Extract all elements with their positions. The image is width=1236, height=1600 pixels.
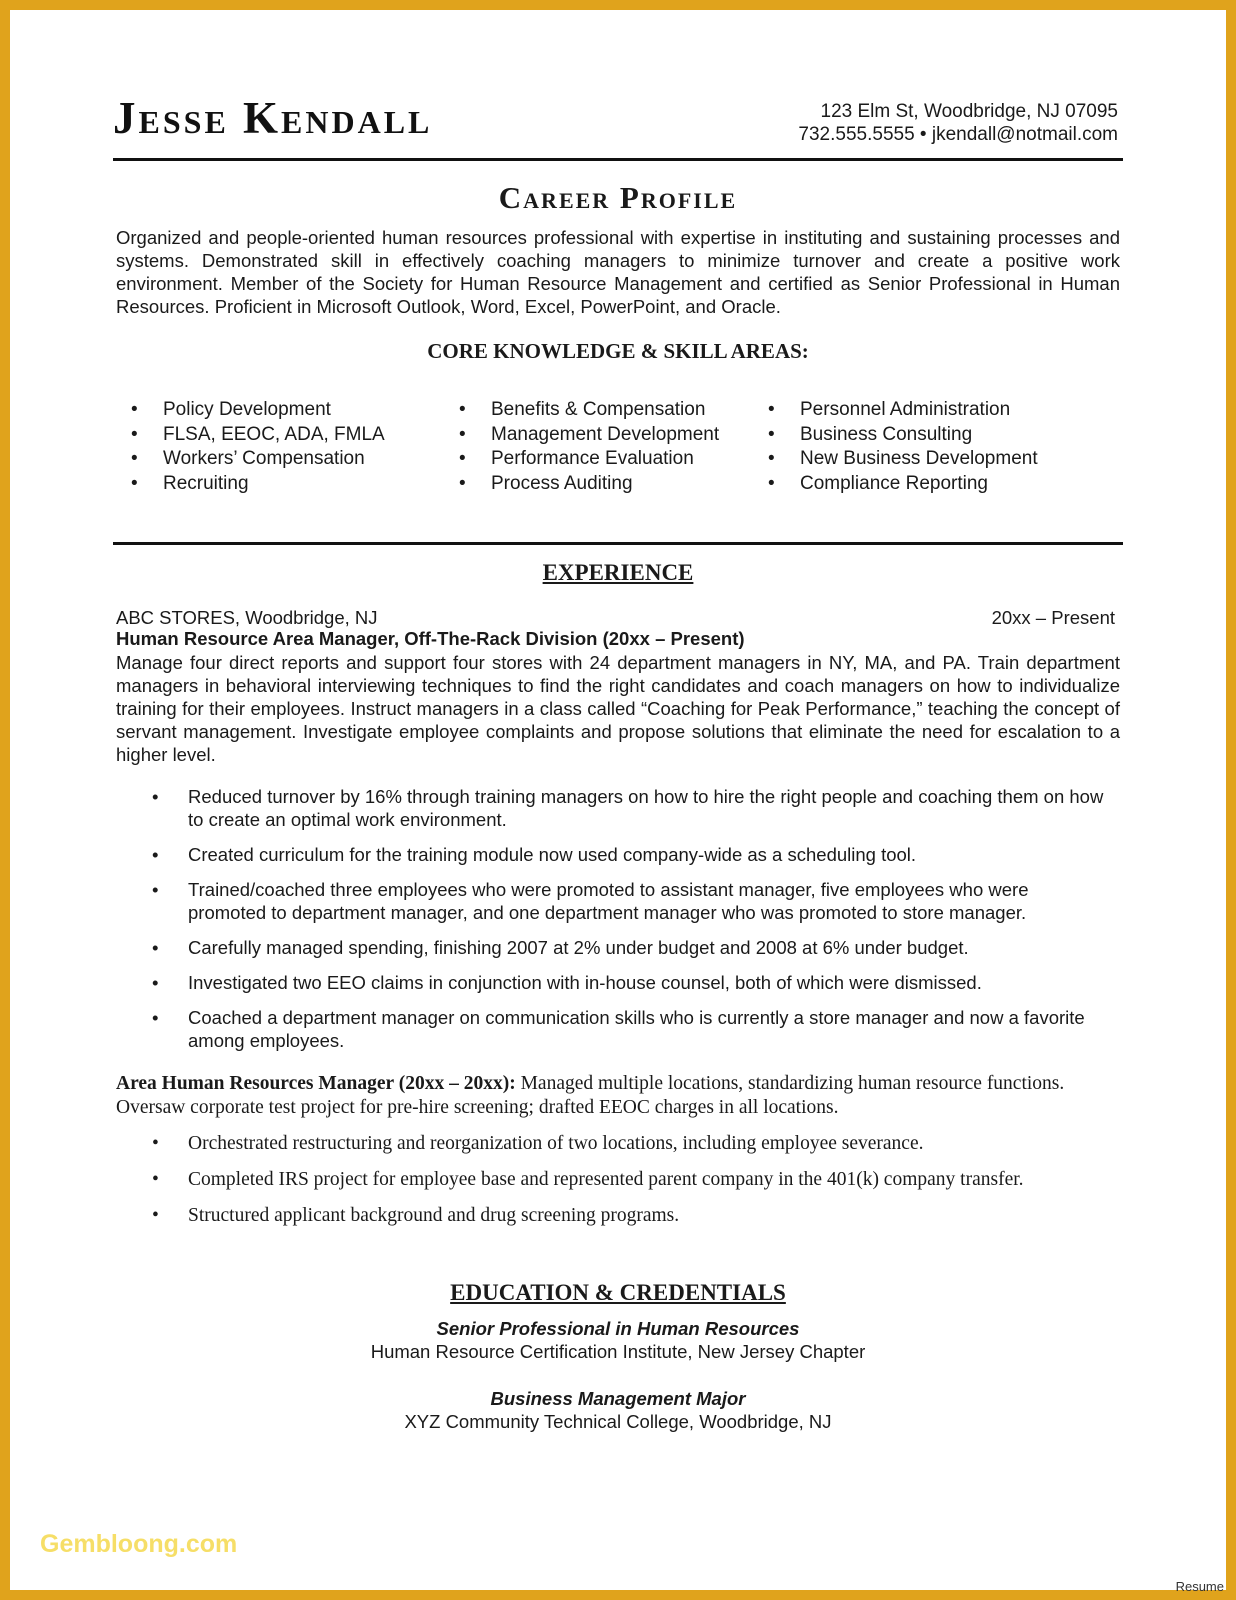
skill-item: • Process Auditing bbox=[491, 472, 719, 497]
skills-column-2 bbox=[459, 398, 720, 496]
bullet-icon: • bbox=[768, 472, 775, 494]
credential-title: Business Management Major bbox=[490, 1388, 746, 1409]
skill-item: • Personnel Administration bbox=[800, 398, 1038, 423]
credential-org: Human Resource Certification Institute, New Jersey Chapter bbox=[370, 1341, 866, 1362]
bullet-icon: • bbox=[459, 448, 466, 469]
skill-item: • Compliance Reporting bbox=[800, 472, 1038, 497]
role2-title: Area Human Resources Manager (20xx – 20xx): bbox=[116, 1073, 516, 1094]
experience-heading: EXPERIENCE bbox=[542, 560, 694, 585]
bullet-icon: • bbox=[131, 399, 138, 420]
bullet-icon: • bbox=[131, 423, 138, 445]
role-summary: Manage four direct reports and support four stores with 24 department managers in NY, MA, and PA. Train department managers in behavioral interviewing techniques to find the right candidates and coach managers on how to individualize training for their employees. Instruct managers in a class called “Coaching for Peak Performance,” teaching the concept of servant management. Investigate employee complaints and propose solutions that eliminate the need for escalation to a higher level. bbox=[116, 652, 1120, 765]
corner-tag: Resume bbox=[1175, 1579, 1224, 1594]
education-item bbox=[0, 1317, 1236, 1363]
bullet-icon: • bbox=[152, 879, 159, 900]
bullet-icon: • bbox=[152, 1169, 159, 1190]
list-item: • Investigated two EEO claims in conjunction with in-house counsel, both of which were dismissed. bbox=[152, 972, 982, 993]
bullet-icon: • bbox=[459, 399, 466, 420]
education-heading: EDUCATION & CREDENTIALS bbox=[450, 1280, 786, 1305]
bullet-icon: • bbox=[152, 937, 159, 958]
phone-email-line: 732.555.5555 • jkendall@notmail.com bbox=[798, 124, 1118, 145]
bullet-icon: • bbox=[768, 399, 775, 420]
contact-block bbox=[698, 100, 1118, 146]
bullet-icon: • bbox=[768, 448, 775, 469]
education-item bbox=[0, 1387, 1236, 1433]
skills-column-1 bbox=[131, 398, 385, 496]
skill-item: • Policy Development bbox=[163, 398, 385, 423]
role2-summary bbox=[116, 1072, 1120, 1120]
list-item: • Created curriculum for the training module now used company-wide as a scheduling tool. bbox=[152, 844, 917, 865]
skill-item: • Business Consulting bbox=[800, 423, 1038, 448]
career-profile-text: Organized and people-oriented human resources professional with expertise in instituting and sustaining processes and systems. Demonstrated skill in effectively coaching managers to minimize turnover and create a positive work environment. Member of the Society for Human Resource Management and certified as Senior Professional in Human Resources. Proficient in Microsoft Outlook, Word, Excel, PowerPoint, and Oracle. bbox=[116, 227, 1120, 317]
role2-text: Managed multiple locations, standardizing human resource functions. Oversaw corporate test project for pre-hire screening; drafted EEOC charges in all locations. bbox=[116, 1073, 1065, 1118]
list-item: • Orchestrated restructuring and reorganization of two locations, including employee severance. bbox=[152, 1133, 924, 1154]
list-item: • Coached a department manager on communication skills who is currently a store manager and now a favorite among employees. bbox=[152, 1007, 1085, 1051]
header-divider bbox=[113, 158, 1123, 161]
skill-item: • FLSA, EEOC, ADA, FMLA bbox=[163, 423, 385, 448]
credential-org: XYZ Community Technical College, Woodbridge, NJ bbox=[404, 1411, 832, 1432]
bullet-icon: • bbox=[152, 786, 159, 807]
bullet-icon: • bbox=[459, 472, 466, 494]
employer-dates: 20xx – Present bbox=[991, 607, 1115, 628]
skill-item: • Benefits & Compensation bbox=[491, 398, 719, 423]
career-profile-heading: Career Profile bbox=[498, 180, 738, 215]
list-item: • Trained/coached three employees who were promoted to assistant manager, five employees who were promoted to department manager, and one department manager who was promoted to store manager. bbox=[152, 879, 1029, 923]
skills-column-3 bbox=[768, 398, 1038, 496]
credential-title: Senior Professional in Human Resources bbox=[436, 1318, 800, 1339]
bullet-icon: • bbox=[768, 423, 775, 445]
bullet-icon: • bbox=[152, 844, 159, 865]
list-item: • Carefully managed spending, finishing 2007 at 2% under budget and 2008 at 6% under budget. bbox=[152, 937, 969, 958]
skill-item: • Performance Evaluation bbox=[491, 447, 719, 472]
bullet-icon: • bbox=[131, 448, 138, 469]
role-title: Human Resource Area Manager, Off-The-Rack Division (20xx – Present) bbox=[116, 628, 745, 649]
address-line: 123 Elm St, Woodbridge, NJ 07095 bbox=[820, 101, 1118, 122]
bullet-icon: • bbox=[152, 1133, 159, 1154]
bullet-icon: • bbox=[131, 472, 138, 494]
section-divider bbox=[113, 542, 1123, 545]
list-item: • Completed IRS project for employee base and represented parent company in the 401(k) company transfer. bbox=[152, 1169, 1024, 1190]
list-item: • Reduced turnover by 16% through training managers on how to hire the right people and coaching them on how to create an optimal work environment. bbox=[152, 786, 1104, 830]
skill-item: • Workers’ Compensation bbox=[163, 447, 385, 472]
skill-item: • New Business Development bbox=[800, 447, 1038, 472]
skill-item: • Recruiting bbox=[163, 472, 385, 497]
candidate-name: Jesse Kendall bbox=[113, 93, 433, 143]
skill-item: • Management Development bbox=[491, 423, 719, 448]
skills-heading: CORE KNOWLEDGE & SKILL AREAS: bbox=[427, 339, 809, 363]
bullet-icon: • bbox=[152, 972, 159, 993]
employer-line: ABC STORES, Woodbridge, NJ bbox=[116, 607, 378, 628]
bullet-icon: • bbox=[459, 423, 466, 445]
list-item: • Structured applicant background and drug screening programs. bbox=[152, 1205, 680, 1226]
bullet-icon: • bbox=[152, 1007, 159, 1028]
watermark-logo: Gembloong.com bbox=[40, 1530, 238, 1558]
bullet-icon: • bbox=[152, 1205, 159, 1226]
